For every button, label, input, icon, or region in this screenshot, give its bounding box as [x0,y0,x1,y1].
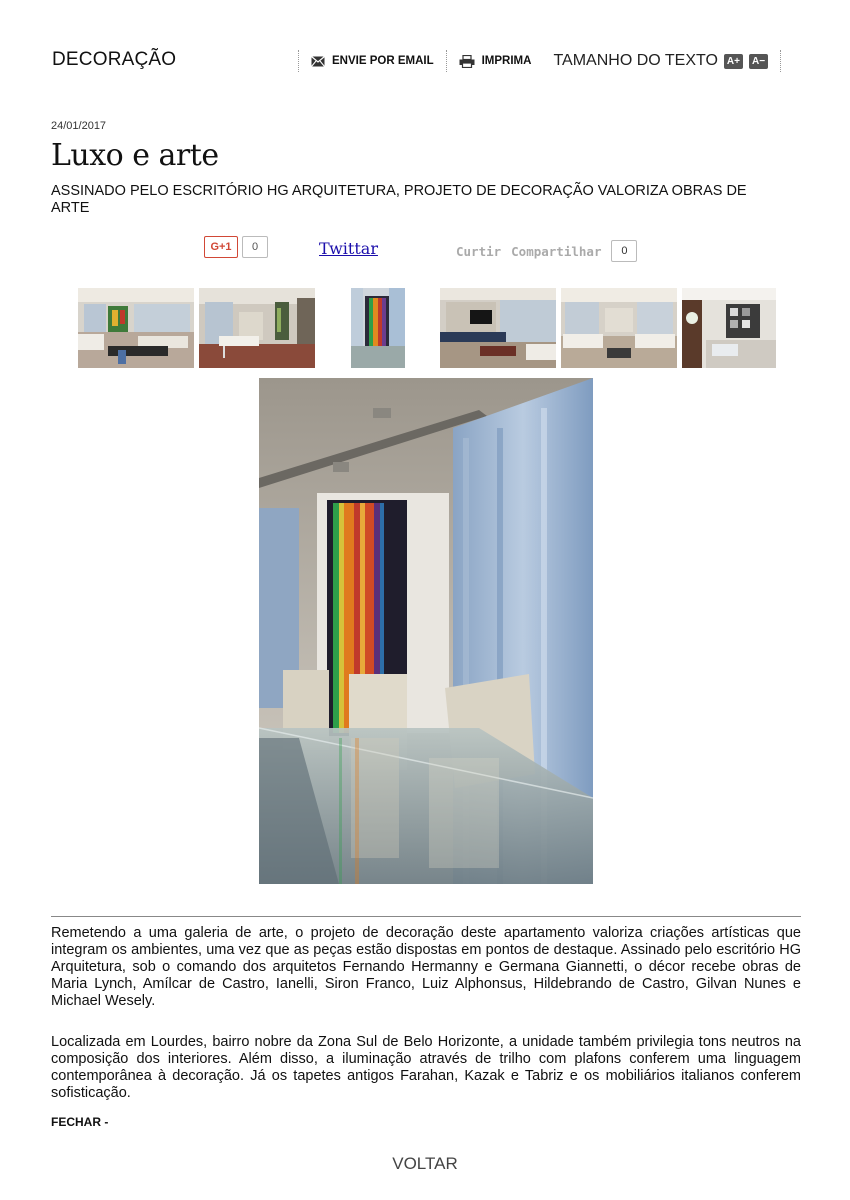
close-link[interactable]: FECHAR - [51,1115,109,1129]
gallery-thumbnail[interactable] [351,288,405,368]
gallery-thumbnail[interactable] [682,288,776,368]
text-size-label: TAMANHO DO TEXTO [553,52,718,69]
article-subtitle: ASSINADO PELO ESCRITÓRIO HG ARQUITETURA, PROJETO DE DECORAÇÃO VALORIZA OBRAS DE ARTE [51,183,747,216]
dining-room-photo [259,378,593,884]
article-date: 24/01/2017 [51,120,107,132]
gplus-count: 0 [242,236,268,258]
email-button[interactable] [299,55,446,67]
article-toolbar [298,48,781,74]
email-label: ENVIE POR EMAIL [332,55,434,67]
gallery-thumbnail[interactable] [561,288,677,368]
article-paragraph: Localizada em Lourdes, bairro nobre da Zona Sul de Belo Horizonte, a unidade também privilegia tons neutros na composição dos interiores. Além disso, a iluminação através de trilho com plafons conferem uma linguagem contemporânea à decoração. Já os tapetes antigos Farahan, Kazak e Tabriz e os mobiliários italianos conferem sofisticação. [51,1034,801,1101]
print-button[interactable] [447,55,544,68]
printer-icon [459,55,475,68]
facebook-widget [456,240,637,262]
increase-text-button[interactable]: A+ [724,54,743,69]
like-button[interactable]: Curtir [456,243,502,259]
lounge-image [561,288,677,368]
twitter-link[interactable]: Twittar [319,239,378,258]
tv-room-image [440,288,556,368]
back-link[interactable]: VOLTAR [392,1154,458,1173]
share-button[interactable]: Compartilhar [511,243,602,259]
text-size-control [543,52,780,70]
article-title: Luxo e arte [51,138,219,173]
art-wall-image [682,288,776,368]
print-label: IMPRIMA [481,55,532,67]
gallery-thumbnail[interactable] [440,288,556,368]
divider [51,916,801,917]
living-room-image [78,288,194,368]
dining-hall-image [199,288,315,368]
share-count: 0 [611,240,637,262]
dining-artwork-image [351,288,405,368]
gallery-thumbnail[interactable] [78,288,194,368]
section-title: DECORAÇÃO [52,49,177,70]
main-photo[interactable] [259,378,593,884]
gallery-thumbnail[interactable] [199,288,315,368]
decrease-text-button[interactable]: A− [749,54,768,69]
gplus-widget [204,236,268,258]
divider [780,50,781,72]
envelope-icon [311,56,325,67]
gplus-button[interactable]: G+1 [204,236,238,258]
article-paragraph: Remetendo a uma galeria de arte, o projeto de decoração deste apartamento valoriza criações artísticas que integram os ambientes, uma vez que as peças estão dispostas em pontos de destaque. Assinado pelo escritório HG Arquitetura, sob o comando dos arquitetos Fernando Hermanny e Germana Giannetti, o décor recebe obras de Maria Lynch, Amílcar de Castro, Ianelli, Siron Franco, Luiz Alphonsus, Hildebrando de Castro, Gilvan Nunes e Michael Wesely. [51,925,801,1009]
